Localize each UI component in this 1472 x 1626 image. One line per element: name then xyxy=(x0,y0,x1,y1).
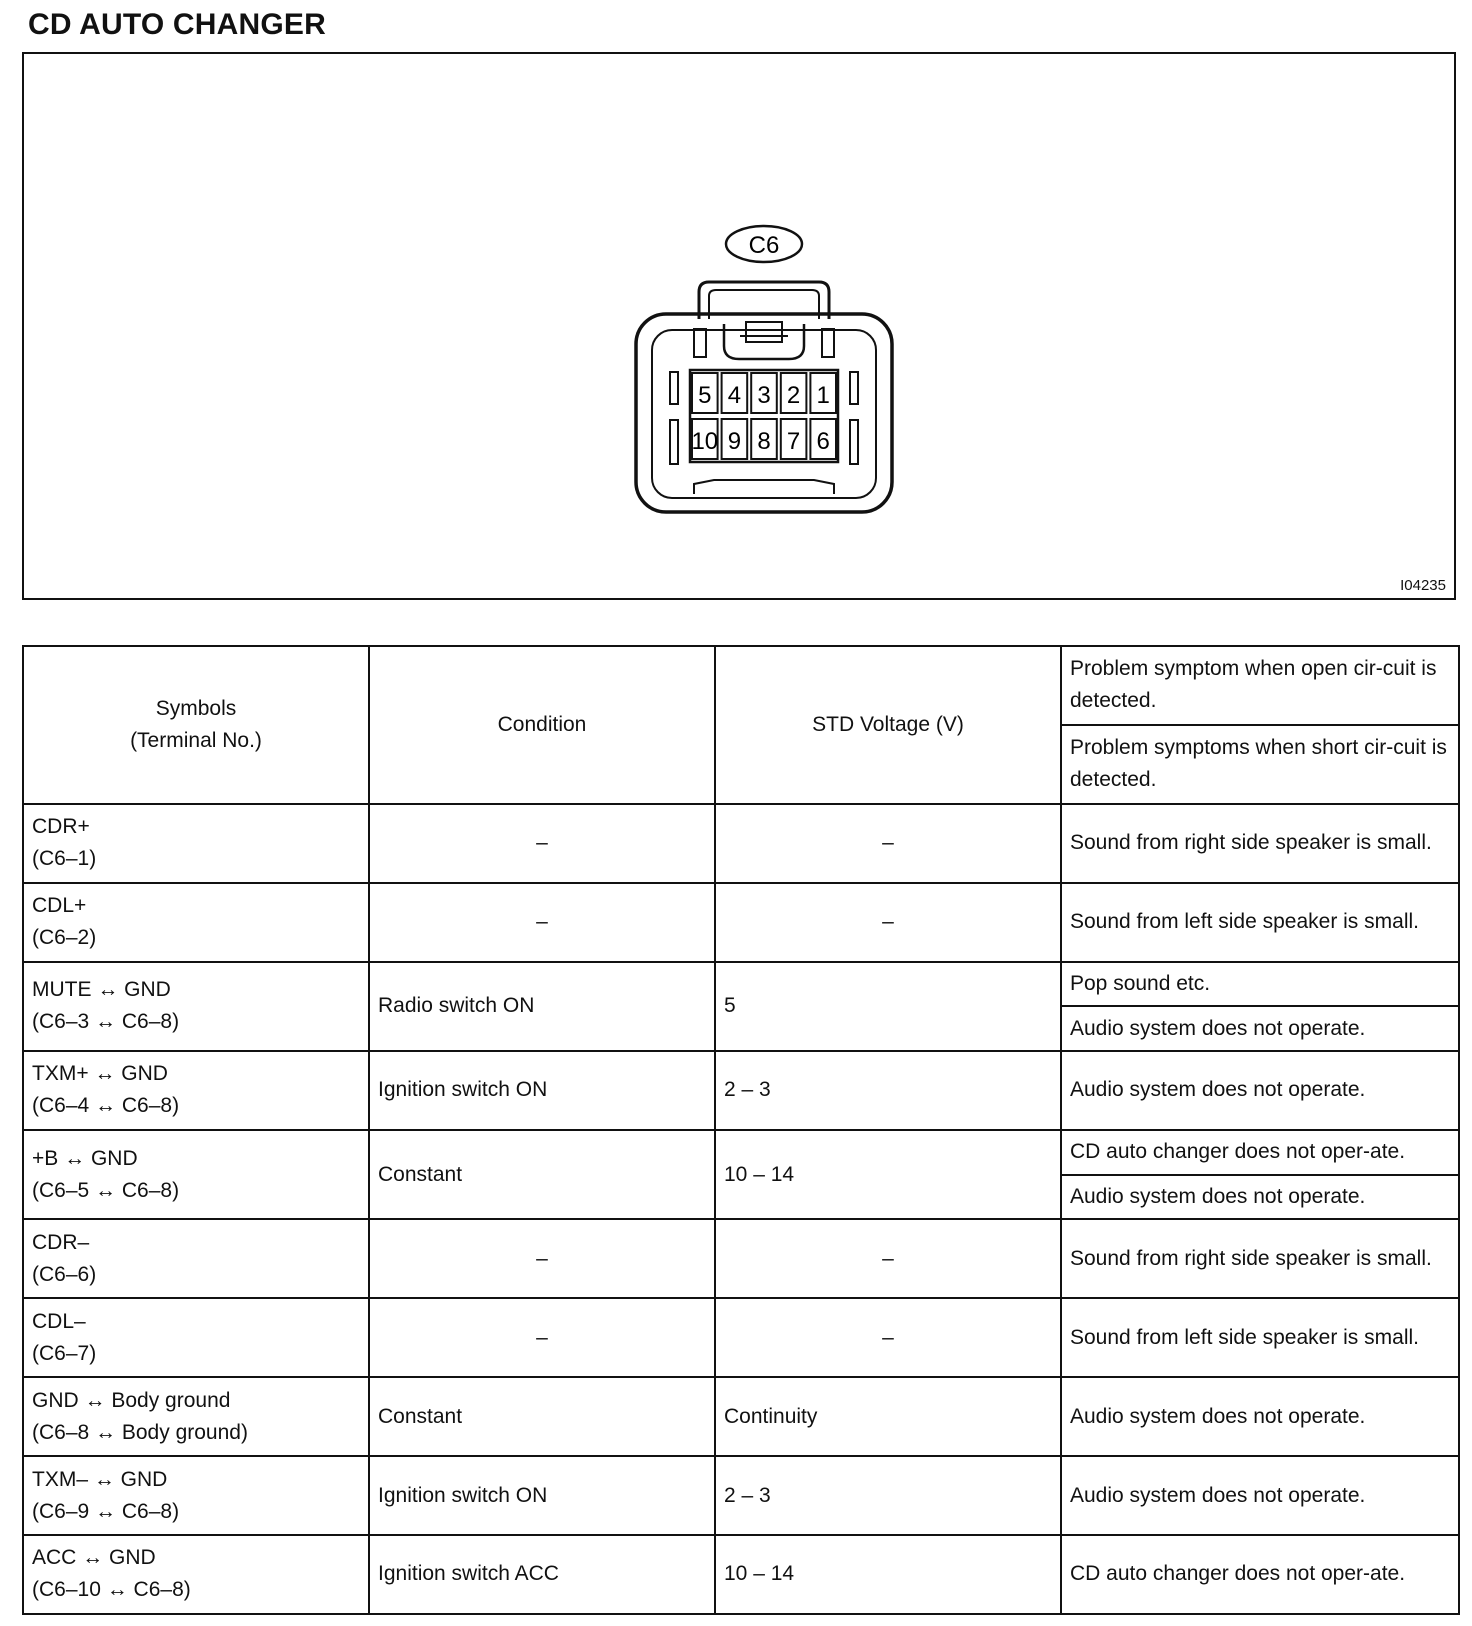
cell-symbol xyxy=(23,1130,369,1220)
table-row xyxy=(23,1219,1459,1298)
cell-condition: – xyxy=(369,883,715,962)
table-row xyxy=(23,1456,1459,1535)
cell-symptom: Sound from left side speaker is small. xyxy=(1061,1298,1459,1377)
header-short-symptom: Problem symptoms when short cir-cuit is detected. xyxy=(1061,725,1459,804)
cell-symbol xyxy=(23,1377,369,1456)
cell-voltage: 10 – 14 xyxy=(715,1130,1061,1220)
cell-symptom: Audio system does not operate. xyxy=(1061,1377,1459,1456)
symbol-name: CDR– xyxy=(32,1230,90,1254)
cell-condition: – xyxy=(369,1219,715,1298)
cell-condition: Radio switch ON xyxy=(369,962,715,1052)
page-title: CD AUTO CHANGER xyxy=(28,8,327,41)
header-voltage: STD Voltage (V) xyxy=(715,646,1061,804)
cell-symbol xyxy=(23,962,369,1052)
connector-c6-diagram xyxy=(624,174,904,534)
cell-symptom: Sound from left side speaker is small. xyxy=(1061,883,1459,962)
cell-voltage: 2 – 3 xyxy=(715,1051,1061,1130)
symbol-name: MUTE ↔ GND xyxy=(32,978,171,1002)
terminal-number: (C6–4 ↔ C6–8) xyxy=(32,1094,180,1118)
terminal-number: (C6–1) xyxy=(32,847,97,871)
cell-condition: Constant xyxy=(369,1377,715,1456)
cell-condition: – xyxy=(369,1298,715,1377)
symbol-name: CDL+ xyxy=(32,894,87,918)
cell-voltage: – xyxy=(715,883,1061,962)
header-symbols: Symbols (Terminal No.) xyxy=(23,646,369,804)
symbol-name: +B ↔ GND xyxy=(32,1146,138,1170)
symbol-name: ACC ↔ GND xyxy=(32,1546,156,1570)
terminal-number: (C6–8 ↔ Body ground) xyxy=(32,1420,248,1444)
connector-label: C6 xyxy=(748,232,780,259)
pin-number: 7 xyxy=(786,428,801,455)
pin-number: 3 xyxy=(757,382,771,409)
terminal-number: (C6–6) xyxy=(32,1262,97,1286)
pin-number: 4 xyxy=(727,382,742,409)
cell-voltage: 2 – 3 xyxy=(715,1456,1061,1535)
cell-voltage: 5 xyxy=(715,962,1061,1052)
cell-condition: Constant xyxy=(369,1130,715,1220)
pin-number: 9 xyxy=(727,428,742,455)
cell-symptom: Pop sound etc. xyxy=(1061,962,1459,1007)
cell-symptom: Audio system does not operate. xyxy=(1061,1175,1459,1220)
pin-number: 10 xyxy=(691,428,719,455)
table-row xyxy=(23,883,1459,962)
header-open-symptom: Problem symptom when open cir-cuit is detected. xyxy=(1061,646,1459,725)
pin-number: 1 xyxy=(816,382,830,409)
cell-voltage: 10 – 14 xyxy=(715,1535,1061,1614)
table-row xyxy=(23,1535,1459,1614)
cell-condition: Ignition switch ACC xyxy=(369,1535,715,1614)
cell-voltage: – xyxy=(715,804,1061,883)
table-header-row xyxy=(23,646,1459,725)
cell-condition: Ignition switch ON xyxy=(369,1456,715,1535)
cell-symptom: Audio system does not operate. xyxy=(1061,1051,1459,1130)
symbol-name: CDL– xyxy=(32,1309,86,1333)
cell-condition: Ignition switch ON xyxy=(369,1051,715,1130)
pin-number: 5 xyxy=(698,382,712,409)
table-row xyxy=(23,1377,1459,1456)
terminal-number: (C6–2) xyxy=(32,926,97,950)
cell-symptom: Audio system does not operate. xyxy=(1061,1006,1459,1051)
cell-symbol xyxy=(23,1051,369,1130)
symbol-name: TXM– ↔ GND xyxy=(32,1467,168,1491)
symbol-name: TXM+ ↔ GND xyxy=(32,1062,168,1086)
terminal-number: (C6–5 ↔ C6–8) xyxy=(32,1178,180,1202)
terminal-number: (C6–10 ↔ C6–8) xyxy=(32,1578,191,1602)
pin-number: 2 xyxy=(786,382,801,409)
symbol-name: GND ↔ Body ground xyxy=(32,1388,231,1412)
table-row xyxy=(23,962,1459,1007)
connector-figure xyxy=(22,52,1456,600)
cell-symptom: CD auto changer does not oper-ate. xyxy=(1061,1130,1459,1175)
header-condition: Condition xyxy=(369,646,715,804)
pin-number: 8 xyxy=(757,428,771,455)
cell-symbol xyxy=(23,1219,369,1298)
terminal-spec-table xyxy=(22,645,1460,1615)
cell-voltage: Continuity xyxy=(715,1377,1061,1456)
cell-voltage: – xyxy=(715,1298,1061,1377)
terminal-number: (C6–7) xyxy=(32,1341,97,1365)
figure-id: I04235 xyxy=(1400,577,1446,594)
cell-symptom: Sound from right side speaker is small. xyxy=(1061,1219,1459,1298)
terminal-number: (C6–3 ↔ C6–8) xyxy=(32,1010,180,1034)
symbol-name: CDR+ xyxy=(32,815,90,839)
cell-symptom: CD auto changer does not oper-ate. xyxy=(1061,1535,1459,1614)
terminal-number: (C6–9 ↔ C6–8) xyxy=(32,1499,180,1523)
cell-symbol xyxy=(23,883,369,962)
cell-condition: – xyxy=(369,804,715,883)
cell-voltage: – xyxy=(715,1219,1061,1298)
table-row xyxy=(23,1130,1459,1175)
cell-symbol xyxy=(23,804,369,883)
cell-symbol xyxy=(23,1535,369,1614)
cell-symptom: Audio system does not operate. xyxy=(1061,1456,1459,1535)
cell-symbol xyxy=(23,1298,369,1377)
table-row xyxy=(23,804,1459,883)
pin-number: 6 xyxy=(816,428,830,455)
table-row xyxy=(23,1051,1459,1130)
table-row xyxy=(23,1298,1459,1377)
cell-symbol xyxy=(23,1456,369,1535)
cell-symptom: Sound from right side speaker is small. xyxy=(1061,804,1459,883)
